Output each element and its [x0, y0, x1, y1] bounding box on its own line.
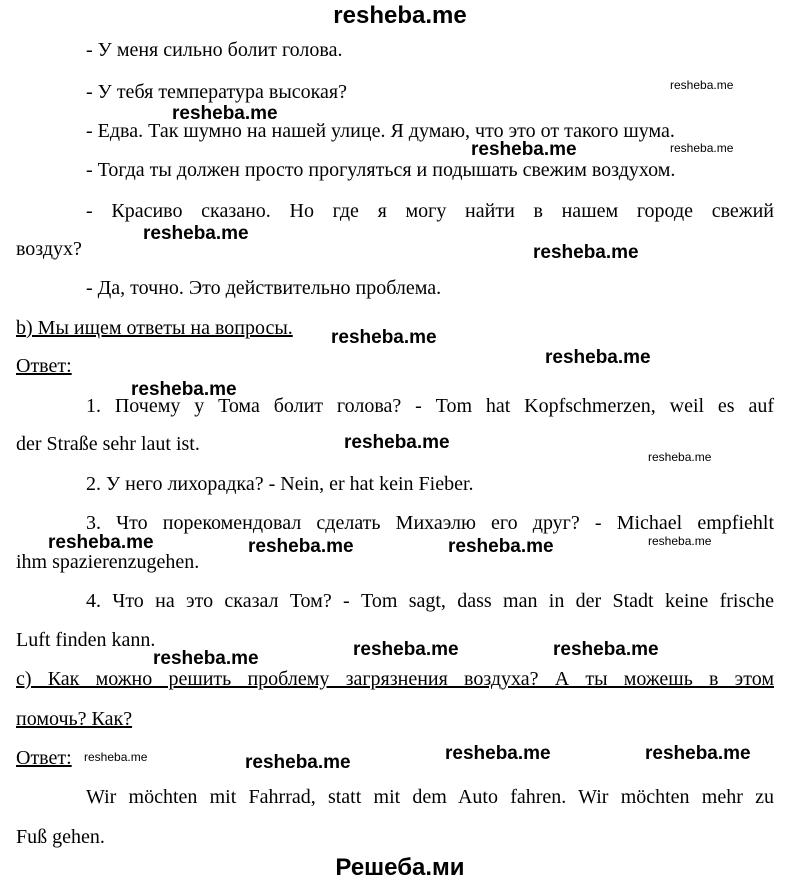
section-b-heading: b) Мы ищем ответы на вопросы. — [16, 317, 293, 339]
watermark-small: resheba.me — [670, 78, 734, 92]
watermark: resheba.me — [48, 532, 154, 553]
section-c-heading-line-1: c) Как можно решить проблему загрязнения воздуха? А ты можешь в этом — [16, 668, 774, 690]
watermark-small: resheba.me — [84, 750, 148, 764]
watermark: resheba.me — [471, 139, 577, 160]
watermark: resheba.me — [131, 379, 237, 400]
dialogue-line-4: - Тогда ты должен просто прогуляться и подышать свежим воздухом. — [86, 159, 676, 181]
dialogue-line-5-cont: воздух? — [16, 238, 82, 260]
watermark: resheba.me — [448, 536, 554, 557]
watermark: resheba.me — [331, 327, 437, 348]
watermark: resheba.me — [353, 639, 459, 660]
watermark: resheba.me — [344, 432, 450, 453]
answer-3-line-2: ihm spazierenzugehen. — [16, 551, 200, 573]
answer-3-line-1: 3. Что порекомендовал сделать Михаэлю его друг? - Michael empfiehlt — [86, 512, 774, 534]
watermark: resheba.me — [172, 103, 278, 124]
answer-1-line-1: 1. Почему у Тома болит голова? - Tom hat Kopfschmerzen, weil es auf — [86, 395, 774, 417]
watermark: resheba.me — [553, 639, 659, 660]
watermark: resheba.me — [153, 648, 259, 669]
watermark: resheba.me — [143, 223, 249, 244]
watermark: resheba.me — [248, 536, 354, 557]
site-footer: Решеба.ми — [335, 854, 465, 881]
dialogue-line-5: - Красиво сказано. Но где я могу найти в нашем городе свежий — [86, 200, 774, 222]
watermark: resheba.me — [645, 743, 751, 764]
answer-2: 2. У него лихорадка? - Nein, er hat kein Fieber. — [86, 473, 474, 495]
section-b-answer-label: Ответ: — [16, 355, 72, 377]
section-c-answer-label: Ответ: — [16, 747, 72, 769]
section-c-answer-line-1: Wir möchten mit Fahrrad, statt mit dem Auto fahren. Wir möchten mehr zu — [86, 786, 774, 808]
watermark: resheba.me — [533, 242, 639, 263]
section-c-heading-line-2: помочь? Как? — [16, 708, 133, 730]
watermark-small: resheba.me — [648, 450, 712, 464]
section-c-answer-line-2: Fuß gehen. — [16, 826, 105, 848]
watermark-small: resheba.me — [670, 141, 734, 155]
dialogue-line-1: - У меня сильно болит голова. — [86, 39, 343, 61]
dialogue-line-6: - Да, точно. Это действительно проблема. — [86, 277, 442, 299]
dialogue-line-3: - Едва. Так шумно на нашей улице. Я думаю, что это от такого шума. — [86, 120, 675, 142]
watermark: resheba.me — [445, 743, 551, 764]
answer-1-line-2: der Straße sehr laut ist. — [16, 433, 200, 455]
watermark-small: resheba.me — [648, 534, 712, 548]
watermark: resheba.me — [245, 752, 351, 773]
dialogue-line-2: - У тебя температура высокая? — [86, 81, 348, 103]
answer-4-line-1: 4. Что на это сказал Том? - Tom sagt, dass man in der Stadt keine frische — [86, 590, 774, 612]
answer-4-line-2: Luft finden kann. — [16, 629, 156, 651]
watermark: resheba.me — [545, 347, 651, 368]
site-header: resheba.me — [333, 2, 467, 29]
